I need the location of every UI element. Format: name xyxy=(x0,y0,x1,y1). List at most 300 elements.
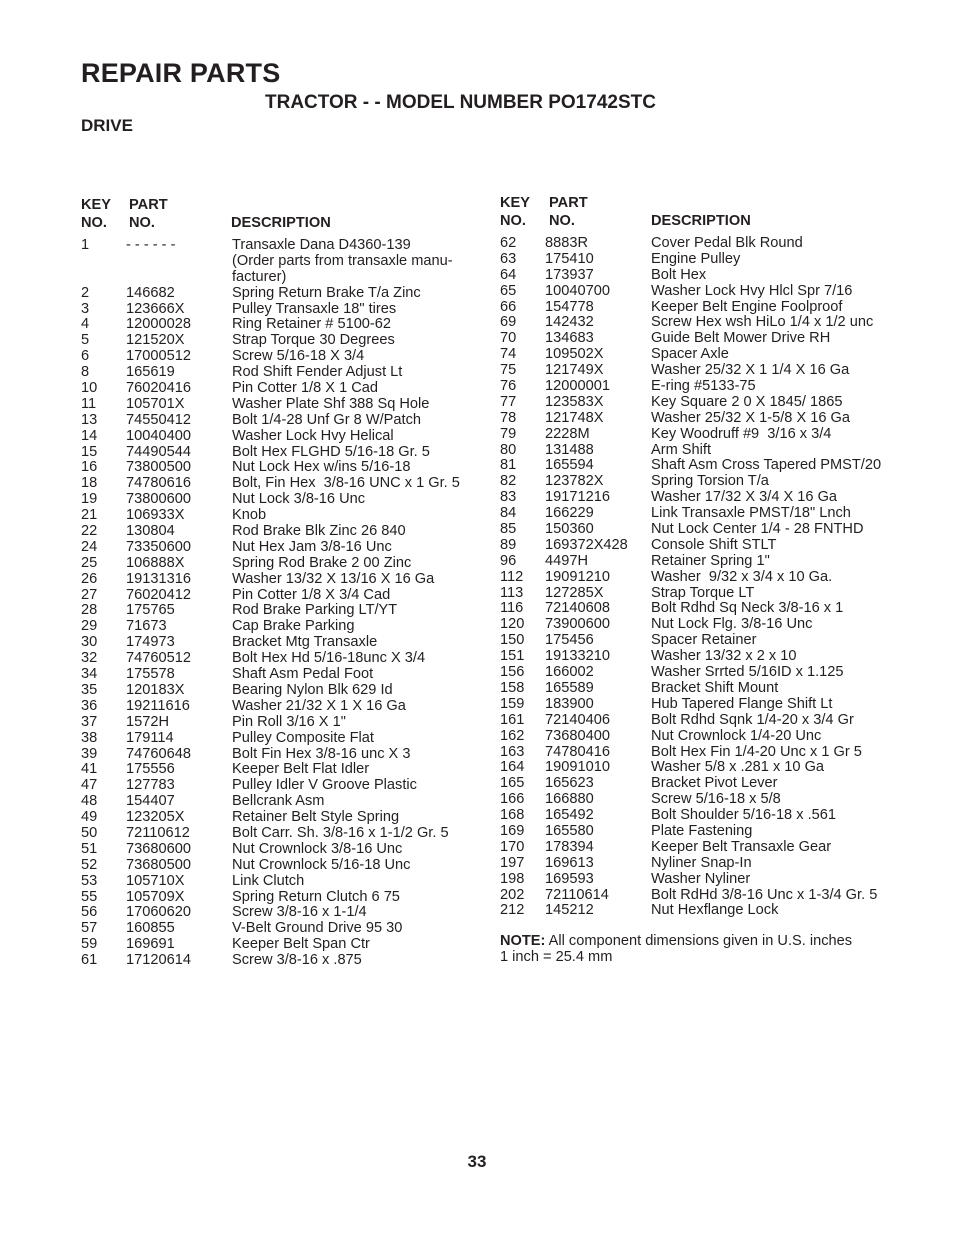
part-description: Bolt Fin Hex 3/8-16 unc X 3 xyxy=(232,745,411,762)
table-row xyxy=(81,826,481,842)
key-number: 166 xyxy=(500,791,525,808)
table-row xyxy=(81,381,481,397)
part-description: Retainer Spring 1" xyxy=(651,552,770,569)
part-number: 178394 xyxy=(545,838,594,855)
part-description: Washer Srrted 5/16ID x 1.125 xyxy=(651,664,844,681)
table-row xyxy=(500,824,920,840)
page-title: REPAIR PARTS xyxy=(81,58,281,88)
part-description: Nut Hex Jam 3/8-16 Unc xyxy=(232,538,392,555)
table-row xyxy=(500,252,920,268)
part-number: 73350600 xyxy=(126,538,191,555)
part-description: Pulley Composite Flat xyxy=(232,729,374,746)
key-number: 161 xyxy=(500,711,525,728)
key-number: 47 xyxy=(81,777,98,794)
part-description: Screw 3/8-16 x .875 xyxy=(232,952,362,969)
part-description: Link Transaxle PMST/18" Lnch xyxy=(651,505,851,522)
key-number: 19 xyxy=(81,491,98,508)
table-row xyxy=(81,317,481,333)
part-number: 146682 xyxy=(126,284,175,301)
key-number: 197 xyxy=(500,854,525,871)
part-number: 73900600 xyxy=(545,616,610,633)
part-description: Nyliner Snap-In xyxy=(651,854,752,871)
part-description: Nut Lock Hex w/ins 5/16-18 xyxy=(232,459,411,476)
part-number: 72140608 xyxy=(545,600,610,617)
part-description: Cap Brake Parking xyxy=(232,618,355,635)
part-number: - - - - - - xyxy=(126,237,176,253)
part-number: 165623 xyxy=(545,775,594,792)
table-row xyxy=(500,522,920,538)
part-description: Nut Lock Flg. 3/8-16 Unc xyxy=(651,616,813,633)
key-number: 24 xyxy=(81,538,98,555)
key-number: 13 xyxy=(81,411,98,428)
key-number: 77 xyxy=(500,393,517,410)
table-row xyxy=(81,603,481,619)
page-number: 33 xyxy=(467,1152,487,1171)
part-description: Washer 25/32 X 1-5/8 X 16 Ga xyxy=(651,409,851,426)
table-body-left xyxy=(81,238,481,969)
key-number: 96 xyxy=(500,552,517,569)
part-description: Bolt Hex Fin 1/4-20 Unc x 1 Gr 5 xyxy=(651,743,862,760)
table-row xyxy=(500,458,920,474)
key-number: 162 xyxy=(500,727,525,744)
part-no-header-label: NO. xyxy=(129,215,155,231)
table-row xyxy=(81,778,481,794)
table-body-right xyxy=(500,236,920,919)
part-description: Screw 5/16-18 X 3/4 xyxy=(232,348,365,365)
key-header xyxy=(81,196,111,232)
part-number: 123666X xyxy=(126,300,185,317)
part-number: 175765 xyxy=(126,602,175,619)
part-description: Keeper Belt Flat Idler xyxy=(232,761,370,778)
table-row xyxy=(500,681,920,697)
note-conversion: 1 inch = 25.4 mm xyxy=(500,949,613,965)
table-row xyxy=(81,874,481,890)
key-number: 51 xyxy=(81,840,98,857)
part-description: Washer 13/32 x 2 x 10 xyxy=(651,648,797,665)
part-number: 154407 xyxy=(126,793,175,810)
part-number: 73680600 xyxy=(126,840,191,857)
note-label: NOTE: xyxy=(500,933,546,949)
table-row xyxy=(81,524,481,540)
table-row xyxy=(81,445,481,461)
table-row xyxy=(500,856,920,872)
part-description: Knob xyxy=(232,507,267,524)
key-number: 81 xyxy=(500,457,517,474)
part-description: Washer 9/32 x 3/4 x 10 Ga. xyxy=(651,568,833,585)
key-number: 62 xyxy=(500,235,517,251)
key-number: 112 xyxy=(500,568,524,585)
part-description: Pulley Transaxle 18" tires xyxy=(232,300,397,317)
part-description: Pin Cotter 1/8 X 1 Cad xyxy=(232,380,379,397)
part-number: 169613 xyxy=(545,854,594,871)
table-row xyxy=(500,745,920,761)
table-row xyxy=(81,588,481,604)
table-row xyxy=(81,270,481,286)
part-description: Bracket Mtg Transaxle xyxy=(232,634,378,651)
part-number: 106933X xyxy=(126,507,185,524)
table-row xyxy=(500,284,920,300)
key-number: 39 xyxy=(81,745,98,762)
table-row xyxy=(500,601,920,617)
part-description: Link Clutch xyxy=(232,872,305,889)
part-description: Key Woodruff #9 3/16 x 3/4 xyxy=(651,425,832,442)
part-description: Rod Brake Parking LT/YT xyxy=(232,602,398,619)
table-row xyxy=(81,365,481,381)
table-row xyxy=(500,490,920,506)
table-row xyxy=(500,474,920,490)
part-number: 121749X xyxy=(545,362,604,379)
table-row xyxy=(500,633,920,649)
table-row xyxy=(81,762,481,778)
table-row xyxy=(81,556,481,572)
key-number: 79 xyxy=(500,425,517,442)
part-description: Washer 17/32 X 3/4 X 16 Ga xyxy=(651,489,838,506)
key-number: 120 xyxy=(500,616,525,633)
part-number: 74550412 xyxy=(126,411,191,428)
part-number: 17060620 xyxy=(126,904,191,921)
table-row xyxy=(500,395,920,411)
part-number: 19131316 xyxy=(126,570,191,587)
key-number: 150 xyxy=(500,632,525,649)
key-number: 113 xyxy=(500,584,524,601)
part-description: Spring Return Clutch 6 75 xyxy=(232,888,400,905)
key-number: 50 xyxy=(81,824,98,841)
part-description: Washer Lock Hvy Hlcl Spr 7/16 xyxy=(651,282,853,299)
key-number: 202 xyxy=(500,886,525,903)
part-number: 109502X xyxy=(545,346,604,363)
table-row xyxy=(500,315,920,331)
table-row xyxy=(500,411,920,427)
key-number: 55 xyxy=(81,888,98,905)
table-row xyxy=(81,794,481,810)
table-row xyxy=(500,729,920,745)
part-number: 166229 xyxy=(545,505,594,522)
part-number: 134683 xyxy=(545,330,594,347)
key-number: 76 xyxy=(500,378,517,395)
key-number: 170 xyxy=(500,838,525,855)
part-description: Bracket Shift Mount xyxy=(651,679,779,696)
part-number: 72110614 xyxy=(545,886,609,903)
key-number: 48 xyxy=(81,793,98,810)
part-number: 19211616 xyxy=(126,697,190,714)
table-row xyxy=(81,413,481,429)
part-description: Bolt Hex xyxy=(651,266,707,283)
key-number: 10 xyxy=(81,380,98,397)
part-description: Nut Lock 3/8-16 Unc xyxy=(232,491,366,508)
part-number: 150360 xyxy=(545,521,594,538)
table-row xyxy=(500,872,920,888)
part-number: 74760648 xyxy=(126,745,191,762)
part-number: 74760512 xyxy=(126,650,191,667)
part-description: Bolt RdHd 3/8-16 Unc x 1-3/4 Gr. 5 xyxy=(651,886,878,903)
part-description: Nut Crownlock 5/16-18 Unc xyxy=(232,856,411,873)
part-number: 74780616 xyxy=(126,475,191,492)
part-description: Arm Shift xyxy=(651,441,712,458)
table-row xyxy=(500,427,920,443)
key-number: 27 xyxy=(81,586,98,603)
part-number: 73680500 xyxy=(126,856,191,873)
key-number: 22 xyxy=(81,523,98,540)
table-row xyxy=(81,254,481,270)
table-row xyxy=(81,508,481,524)
table-row xyxy=(81,286,481,302)
key-number: 164 xyxy=(500,759,525,776)
key-number: 82 xyxy=(500,473,517,490)
table-row xyxy=(500,347,920,363)
part-description: Bolt Carr. Sh. 3/8-16 x 1-1/2 Gr. 5 xyxy=(232,824,449,841)
part-description: Keeper Belt Engine Foolproof xyxy=(651,298,843,315)
part-description: Washer 5/8 x .281 x 10 Ga xyxy=(651,759,825,776)
part-number: 19091210 xyxy=(545,568,610,585)
part-number: 169691 xyxy=(126,936,175,953)
part-description: Rod Shift Fender Adjust Lt xyxy=(232,364,403,381)
table-row xyxy=(500,554,920,570)
key-number: 59 xyxy=(81,936,98,953)
part-number: 1572H xyxy=(126,713,170,730)
part-description: V-Belt Ground Drive 95 30 xyxy=(232,920,403,937)
key-number: 25 xyxy=(81,554,98,571)
table-row xyxy=(500,808,920,824)
key-number: 158 xyxy=(500,679,525,696)
part-number: 105701X xyxy=(126,395,185,412)
part-number: 8883R xyxy=(545,235,589,251)
key-number: 34 xyxy=(81,666,98,683)
table-row xyxy=(81,699,481,715)
table-row xyxy=(500,649,920,665)
part-number: 76020412 xyxy=(126,586,191,603)
part-number: 76020416 xyxy=(126,380,191,397)
table-row xyxy=(81,238,481,254)
part-description: Bellcrank Asm xyxy=(232,793,325,810)
table-row xyxy=(81,651,481,667)
part-description: Nut Hexflange Lock xyxy=(651,902,779,919)
key-number: 89 xyxy=(500,536,517,553)
part-description: Spacer Retainer xyxy=(651,632,757,649)
key-number: 80 xyxy=(500,441,517,458)
dimensions-note xyxy=(500,933,920,965)
table-row xyxy=(81,476,481,492)
part-description: Keeper Belt Transaxle Gear xyxy=(651,838,832,855)
part-description: Bolt, Fin Hex 3/8-16 UNC x 1 Gr. 5 xyxy=(232,475,460,492)
key-number: 66 xyxy=(500,298,517,315)
table-row xyxy=(81,937,481,953)
part-description: Bolt Shoulder 5/16-18 x .561 xyxy=(651,807,836,824)
table-row xyxy=(81,921,481,937)
key-number: 21 xyxy=(81,507,98,524)
key-number: 4 xyxy=(81,316,90,333)
part-number: 105710X xyxy=(126,872,185,889)
part-description: Console Shift STLT xyxy=(651,536,777,553)
part-number: 165492 xyxy=(545,807,594,824)
part-number: 10040700 xyxy=(545,282,610,299)
part-description: Washer 25/32 X 1 1/4 X 16 Ga xyxy=(651,362,850,379)
key-number: 8 xyxy=(81,364,90,381)
table-row xyxy=(500,713,920,729)
part-description: Strap Torque 30 Degrees xyxy=(232,332,395,349)
part-description: Keeper Belt Span Ctr xyxy=(232,936,370,953)
part-description: Engine Pulley xyxy=(651,250,741,267)
table-row xyxy=(500,840,920,856)
table-row xyxy=(81,397,481,413)
part-number: 105709X xyxy=(126,888,185,905)
table-row xyxy=(500,506,920,522)
part-description: Washer 13/32 X 13/16 X 16 Ga xyxy=(232,570,435,587)
parts-table-left xyxy=(81,188,481,969)
key-header-label: KEY xyxy=(500,195,531,211)
part-header xyxy=(549,194,588,230)
part-number: 183900 xyxy=(545,695,594,712)
table-row xyxy=(500,888,920,904)
table-row xyxy=(81,635,481,651)
table-row xyxy=(81,429,481,445)
part-number: 166880 xyxy=(545,791,594,808)
part-description: Washer Nyliner xyxy=(651,870,751,887)
table-row xyxy=(500,665,920,681)
part-number: 154778 xyxy=(545,298,594,315)
table-row xyxy=(500,331,920,347)
page-subtitle: TRACTOR - - MODEL NUMBER PO1742STC xyxy=(265,92,656,113)
part-header xyxy=(129,196,168,232)
part-number: 165594 xyxy=(545,457,594,474)
table-row xyxy=(81,747,481,763)
key-number: 6 xyxy=(81,348,90,365)
table-row xyxy=(81,572,481,588)
part-description: Pulley Idler V Groove Plastic xyxy=(232,777,417,794)
key-number: 2 xyxy=(81,284,90,301)
table-row xyxy=(500,903,920,919)
part-header-label: PART xyxy=(549,195,588,211)
part-number: 10040400 xyxy=(126,427,191,444)
key-number: 28 xyxy=(81,602,98,619)
table-row xyxy=(81,683,481,699)
part-description: Guide Belt Mower Drive RH xyxy=(651,330,831,347)
key-number: 18 xyxy=(81,475,98,492)
part-number: 73680400 xyxy=(545,727,610,744)
key-number: 3 xyxy=(81,300,90,317)
table-row xyxy=(81,302,481,318)
part-number: 123782X xyxy=(545,473,604,490)
part-description: Pin Cotter 1/8 X 3/4 Cad xyxy=(232,586,391,603)
key-number: 5 xyxy=(81,332,90,349)
key-number: 35 xyxy=(81,681,98,698)
part-description: Screw 3/8-16 x 1-1/4 xyxy=(232,904,367,921)
part-number: 106888X xyxy=(126,554,185,571)
part-number: 120183X xyxy=(126,681,185,698)
part-number: 169593 xyxy=(545,870,594,887)
part-number: 19091010 xyxy=(545,759,610,776)
part-number: 4497H xyxy=(545,552,589,569)
key-number: 85 xyxy=(500,521,517,538)
key-number: 52 xyxy=(81,856,98,873)
table-row xyxy=(81,890,481,906)
part-description: Transaxle Dana D4360-139 xyxy=(232,237,411,253)
key-number: 57 xyxy=(81,920,98,937)
part-description: Bearing Nylon Blk 629 Id xyxy=(232,681,393,698)
part-number: 123583X xyxy=(545,393,604,410)
table-row xyxy=(81,492,481,508)
key-number: 16 xyxy=(81,459,98,476)
part-number: 131488 xyxy=(545,441,594,458)
part-description: Washer Plate Shf 388 Sq Hole xyxy=(232,395,430,412)
table-header-left xyxy=(81,188,481,232)
table-row xyxy=(81,349,481,365)
part-description: Bolt Rdhd Sqnk 1/4-20 x 3/4 Gr xyxy=(651,711,854,728)
part-number: 130804 xyxy=(126,523,175,540)
part-number: 169372X428 xyxy=(545,536,628,553)
part-description: Plate Fastening xyxy=(651,822,753,839)
key-number: 63 xyxy=(500,250,517,267)
part-number: 179114 xyxy=(126,729,174,746)
key-number: 151 xyxy=(500,648,525,665)
part-description: facturer) xyxy=(232,268,287,285)
table-row xyxy=(81,810,481,826)
key-number: 41 xyxy=(81,761,98,778)
key-number: 198 xyxy=(500,870,525,887)
part-description: Shaft Asm Cross Tapered PMST/20 xyxy=(651,457,882,474)
key-number: 84 xyxy=(500,505,517,522)
table-row xyxy=(500,760,920,776)
table-row xyxy=(81,667,481,683)
key-number: 14 xyxy=(81,427,98,444)
part-number: 174973 xyxy=(126,634,175,651)
part-description: E-ring #5133-75 xyxy=(651,378,756,395)
note-text: All component dimensions given in U.S. inches xyxy=(545,933,853,949)
part-number: 123205X xyxy=(126,809,185,826)
part-description: Shaft Asm Pedal Foot xyxy=(232,666,374,683)
part-number: 72140406 xyxy=(545,711,610,728)
section-heading: DRIVE xyxy=(81,116,133,135)
part-description: Screw Hex wsh HiLo 1/4 x 1/2 unc xyxy=(651,314,874,331)
part-description: Screw 5/16-18 x 5/8 xyxy=(651,791,781,808)
key-number: 116 xyxy=(500,600,524,617)
part-number: 175578 xyxy=(126,666,175,683)
key-number: 15 xyxy=(81,443,98,460)
table-row xyxy=(81,858,481,874)
part-number: 175556 xyxy=(126,761,175,778)
part-number: 19133210 xyxy=(545,648,610,665)
key-number: 36 xyxy=(81,697,98,714)
part-description: Bolt Hex FLGHD 5/16-18 Gr. 5 xyxy=(232,443,430,460)
table-row xyxy=(500,379,920,395)
part-number: 12000001 xyxy=(545,378,610,395)
table-row xyxy=(500,363,920,379)
table-row xyxy=(500,570,920,586)
part-number: 165580 xyxy=(545,822,594,839)
part-number: 175410 xyxy=(545,250,594,267)
part-number: 73800600 xyxy=(126,491,191,508)
part-number: 160855 xyxy=(126,920,175,937)
key-number: 75 xyxy=(500,362,517,379)
table-row xyxy=(81,731,481,747)
part-description: Cover Pedal Blk Round xyxy=(651,235,803,251)
table-row xyxy=(500,792,920,808)
key-number: 56 xyxy=(81,904,98,921)
part-description: Retainer Belt Style Spring xyxy=(232,809,400,826)
table-row xyxy=(81,842,481,858)
part-number: 166002 xyxy=(545,664,594,681)
table-row xyxy=(500,300,920,316)
part-description: (Order parts from transaxle manu- xyxy=(232,252,453,269)
key-number: 61 xyxy=(81,952,98,969)
part-number: 165619 xyxy=(126,364,175,381)
part-number: 127783 xyxy=(126,777,175,794)
table-row xyxy=(500,586,920,602)
key-number: 65 xyxy=(500,282,517,299)
table-row xyxy=(500,268,920,284)
part-description: Nut Crownlock 1/4-20 Unc xyxy=(651,727,822,744)
key-number: 74 xyxy=(500,346,517,363)
part-description: Hub Tapered Flange Shift Lt xyxy=(651,695,833,712)
